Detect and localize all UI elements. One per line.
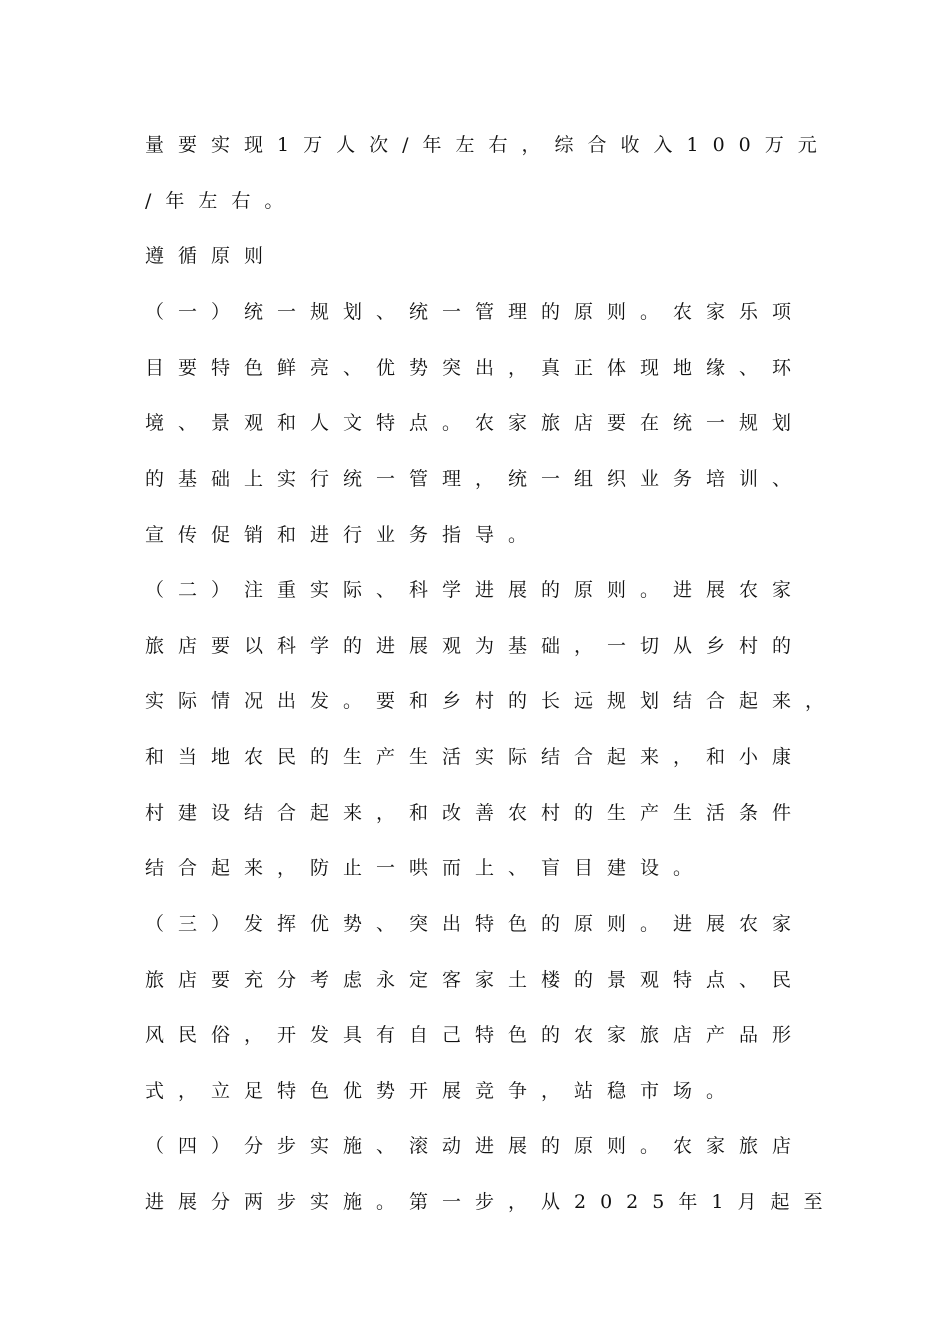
text-line: 进展分两步实施。第一步，从2025年1月起至 [145, 1191, 837, 1213]
text-line: 和当地农民的生产生活实际结合起来，和小康 [145, 746, 806, 768]
text-line: 风民俗，开发具有自己特色的农家旅店产品形 [145, 1024, 806, 1046]
section-heading: 遵循原则 [145, 245, 278, 267]
text-line: 实际情况出发。要和乡村的长远规划结合起来， [145, 690, 839, 712]
text-line: （三）发挥优势、突出特色的原则。进展农家 [145, 913, 806, 935]
text-line: 宣传促销和进行业务指导。 [145, 524, 542, 546]
text-line: （一）统一规划、统一管理的原则。农家乐项 [145, 301, 806, 323]
text-line: 的基础上实行统一管理，统一组织业务培训、 [145, 468, 806, 490]
text-line: 旅店要以科学的进展观为基础，一切从乡村的 [145, 635, 806, 657]
text-line: 式，立足特色优势开展竞争，站稳市场。 [145, 1080, 740, 1102]
text-line: 境、景观和人文特点。农家旅店要在统一规划 [145, 412, 806, 434]
text-line: （二）注重实际、科学进展的原则。进展农家 [145, 579, 806, 601]
text-line: 结合起来，防止一哄而上、盲目建设。 [145, 857, 707, 879]
text-line: 旅店要充分考虑永定客家土楼的景观特点、民 [145, 969, 806, 991]
text-line: /年左右。 [145, 190, 298, 212]
text-line: 量要实现1万人次/年左右，综合收入100万元 [145, 134, 831, 156]
text-line: 村建设结合起来，和改善农村的生产生活条件 [145, 802, 806, 824]
text-line: 目要特色鲜亮、优势突出，真正体现地缘、环 [145, 357, 806, 379]
text-line: （四）分步实施、滚动进展的原则。农家旅店 [145, 1135, 806, 1157]
